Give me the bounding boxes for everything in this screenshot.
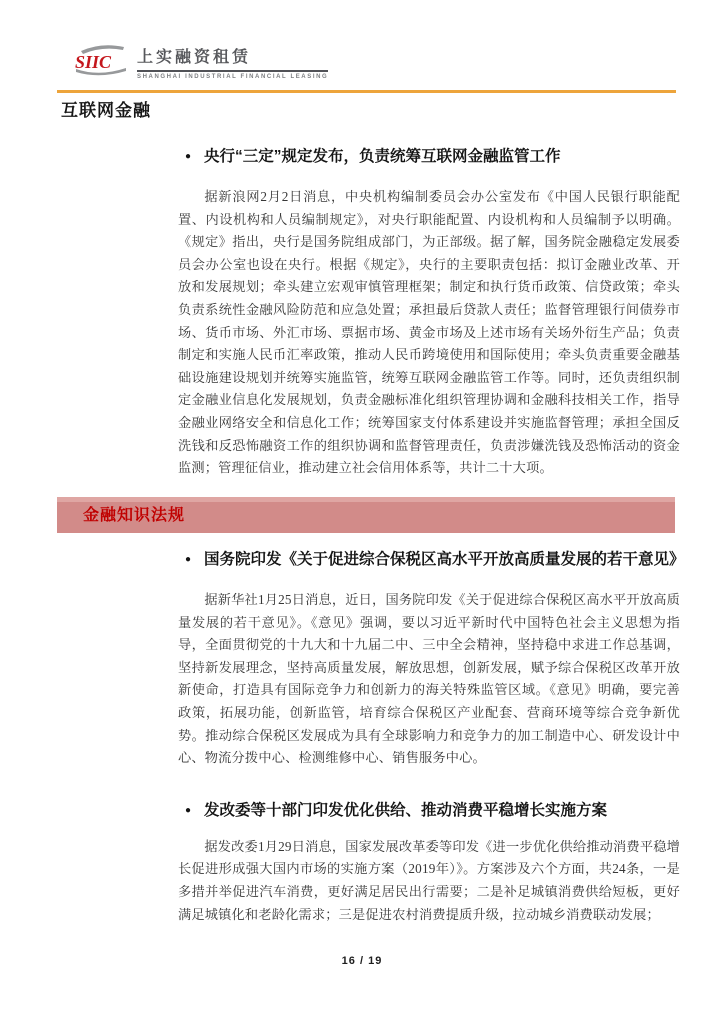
news-item-heading: [178, 794, 680, 828]
news-item-heading-text: 国务院印发《关于促进综合保税区高水平开放高质量发展的若干意见》: [204, 551, 685, 568]
siic-logo-icon: [74, 44, 128, 76]
company-logo: [74, 44, 328, 80]
news-item-heading-text: 发改委等十部门印发优化供给、推动消费平稳增长实施方案: [204, 801, 608, 819]
logo-company-name-en: SHANGHAI INDUSTRIAL FINANCIAL LEASING: [137, 74, 329, 80]
section-finance-regulations-content: [178, 543, 685, 926]
page-number: 16 / 19: [341, 955, 383, 967]
news-item-body: 据新华社1月25日消息，近日，国务院印发《关于促进综合保税区高水平开放高质量发展的若干意见》。《意见》强调，要以习近平新时代中国特色社会主义思想为指导，全面贯彻党的十九大和十九届二中、三中全会精神，坚持稳中求进工作总基调，坚持新发展理念，坚持高质量发展，解放思想，创新发展，赋予综合保税区改革开放新使命，打造具有国际竞争力和创新力的海关特殊监管区域。《意见》明确，要完善政策，拓展功能，创新监管，培育综合保税区产业配套、营商环境等综合竞争新优势。推动综合保税区发展成为具有全球影响力和竞争力的加工制造中心、研发设计中心、物流分拨中心、检测维修中心、销售服务中心。: [178, 592, 680, 766]
section-internet-finance-content: [178, 140, 680, 480]
news-item-heading: [178, 140, 680, 174]
header-divider-rule: [57, 90, 676, 93]
section-title-internet-finance: 互联网金融: [61, 101, 151, 120]
logo-company-name-cn: 上实融资租赁: [137, 44, 328, 72]
svg-text:SIIC: SIIC: [75, 52, 112, 72]
news-item-heading: [178, 543, 685, 577]
section-banner-finance-regulations: 金融知识法规: [57, 497, 675, 533]
bullet-icon: ●: [185, 554, 192, 565]
news-item-body: 据新浪网2月2日消息，中央机构编制委员会办公室发布《中国人民银行职能配置、内设机构和人员编制规定》，对央行职能配置、内设机构和人员编制予以明确。《规定》指出，央行是国务院组成部门，为正部级。据了解，国务院金融稳定发展委员会办公室也设在央行。根据《规定》，央行的主要职责包括：拟订金融业改革、开放和发展规划；牵头建立宏观审慎管理框架；制定和执行货币政策、信贷政策；牵头负责系统性金融风险防范和应急处置；承担最后贷款人责任；监督管理银行间债券市场、货币市场、外汇市场、票据市场、黄金市场及上述市场有关场外衍生产品；负责制定和实施人民币汇率政策，推动人民币跨境使用和国际使用；牵头负责重要金融基础设施建设规划并统筹实施监管，统筹互联网金融监管工作等。同时，还负责组织制定金融业信息化发展规划，负责金融标准化组织管理协调和金融科技相关工作，指导金融业网络安全和信息化工作；统筹国家支付体系建设并实施监督管理；承担全国反洗钱和反恐怖融资工作的组织协调和监督管理责任，负责涉嫌洗钱及恐怖活动的资金监测；管理征信业，推动建立社会信用体系等，共计二十大项。: [178, 189, 680, 476]
news-item-heading-text: 央行“三定”规定发布，负责统筹互联网金融监管工作: [204, 148, 561, 165]
news-item-body: 据发改委1月29日消息，国家发展改革委等印发《进一步优化供给推动消费平稳增长促进形成强大国内市场的实施方案（2019年）》。方案涉及六个方面，共24条，一是多措并举促进汽车消费，更好满足居民出行需要；二是补足城镇消费供给短板，更好满足城镇化和老龄化需求；三是促进农村消费提质升级，拉动城乡消费联动发展；: [178, 838, 680, 922]
bullet-icon: ●: [185, 151, 192, 162]
logo-names: [137, 44, 328, 80]
bullet-icon: ●: [185, 804, 192, 816]
